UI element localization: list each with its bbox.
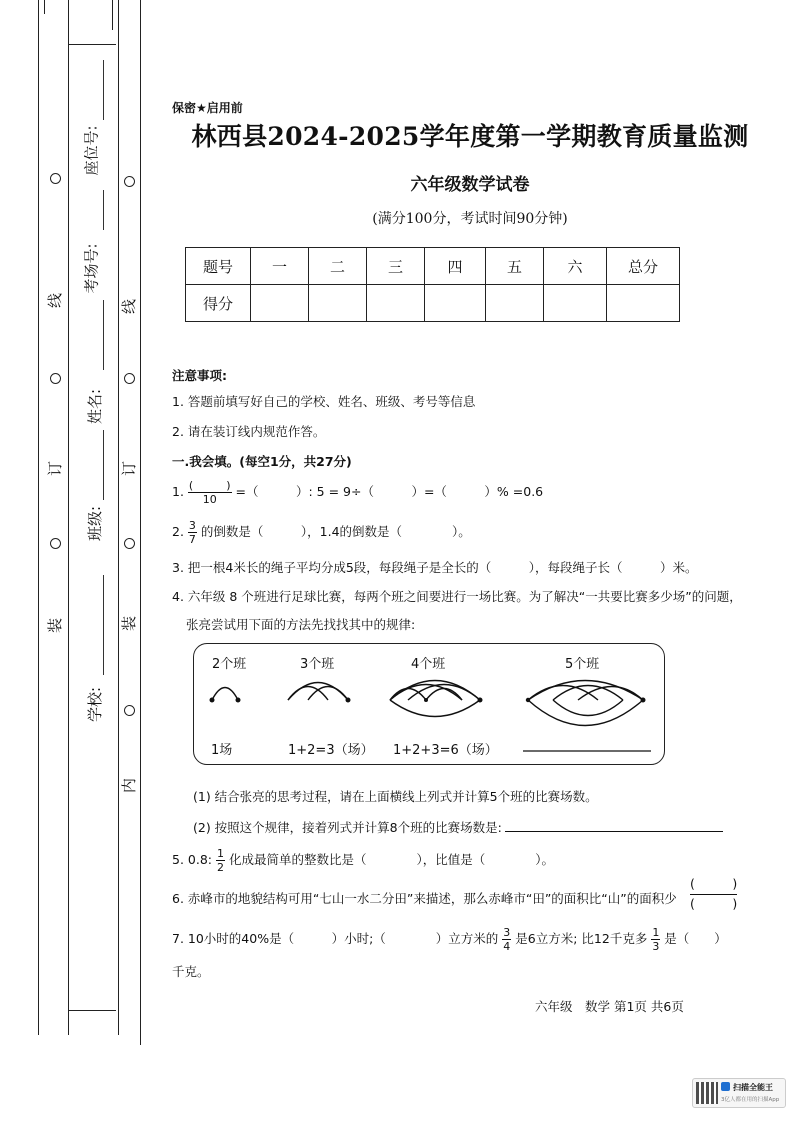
binding-hole [124,373,135,384]
binding-hole [50,538,61,549]
question-4: 4. 六年级 8 个班进行足球比赛，每两个班之间要进行一场比赛。为了解决“一共要比赛多少场”的问题， [172,589,742,604]
diagram-label: 4个班 [411,657,446,672]
exam-note: (满分100分，考试时间90分钟) [372,211,568,227]
question-text: 是（ ） [664,931,727,946]
exam-room-field[interactable] [103,190,104,230]
section-heading: 一.我会填。(每空1分，共27分) [172,454,352,469]
class-dot [236,698,241,703]
fraction [188,480,232,505]
score-table [185,247,680,322]
margin-mark: 订 [46,460,65,477]
margin-cross-line-bottom [68,1010,116,1011]
note-item: 1. 答题前填写好自己的学校、姓名、班级、考号等信息 [172,394,476,409]
margin-mark: 装 [120,615,139,632]
exam-room-label: 考场号: [82,243,101,294]
table-cell: 六 [544,248,607,285]
fraction-numerator: 1 [216,847,224,860]
diagram-label: 5个班 [565,657,600,672]
margin-mark: 内 [120,777,139,794]
diagram-label: 2个班 [212,657,247,672]
match-arc [528,700,643,726]
binding-hole [50,173,61,184]
question-4-sub2: (2) 按照这个规律，接着列式并计算8个班的比赛场数是: [193,820,502,835]
margin-line-top [112,0,113,30]
question-1 [172,480,543,505]
class-dot [424,698,428,702]
table-cell: 总分 [607,248,680,285]
fraction [502,927,511,952]
table-cell: 得分 [186,285,251,322]
match-arc [212,688,238,701]
name-label: 姓名: [86,388,105,425]
score-input-cell[interactable] [309,285,367,322]
fraction-numerator: 3 [503,926,511,939]
question-text: 7. 10小时的40%是（ ）小时;（ ）立方米的 [172,931,499,946]
class-field[interactable] [103,430,104,500]
table-cell: 五 [486,248,544,285]
exam-title: 林西县2024-2025学年度第一学期教育质量监测 [191,122,749,151]
fraction [188,520,197,545]
question-3: 3. 把一根4米长的绳子平均分成5段，每段绳子是全长的（ ），每段绳子长（ ）米。 [172,560,698,575]
diagram-result: 1场 [211,743,233,758]
margin-line-outer-2 [68,0,69,1035]
diagram-label: 3个班 [300,657,335,672]
score-input-cell[interactable] [251,285,309,322]
match-arc [390,689,426,701]
binding-hole [50,373,61,384]
scanner-tagline: 3亿人都在用的扫描App [721,1097,780,1103]
diagram-result: 1+2+3=6（场） [393,743,498,758]
class-dot [346,698,351,703]
fraction-blank[interactable]: ( ) ( ) [690,876,738,911]
class-label: 班级: [86,505,105,542]
table-cell: 四 [425,248,486,285]
score-input-cell[interactable] [367,285,425,322]
score-table-score-row [186,285,680,322]
match-arc [390,681,480,701]
question-text: 的倒数是（ ），1.4的倒数是（ ）。 [200,524,471,539]
app-logo-icon [721,1082,730,1091]
question-2 [172,520,471,545]
seat-number-field[interactable] [103,60,104,120]
fraction-numerator: 1 [652,926,660,939]
fraction-blank[interactable]: ( ) [188,479,231,492]
notes-heading: 注意事项: [172,368,227,383]
match-arc [288,683,348,701]
confidential-tag: 保密★启用前 [172,101,243,115]
binding-hole [124,538,135,549]
margin-mark: 线 [46,292,65,309]
question-prefix: 5. 0.8: [172,852,212,867]
margin-line-outer-1 [38,0,39,1035]
class-dot [478,698,483,703]
note-item: 2. 请在装订线内规范作答。 [172,424,326,439]
margin-line-inner-2 [140,0,141,1045]
fraction-denominator: 10 [202,493,217,506]
question-5 [172,848,554,873]
match-arc [426,689,462,701]
question-6: 6. 赤峰市的地貌结构可用“七山一水二分田”来描述，那么赤峰市“田”的面积比“山”的面积少 [172,891,677,906]
exam-subtitle: 六年级数学试卷 [410,175,530,195]
match-arc [390,700,480,717]
class-dot [641,698,646,703]
margin-line-inner-1 [118,0,119,1035]
margin-cross-line [68,44,116,45]
class-dot [210,698,215,703]
name-field[interactable] [103,300,104,370]
question-text: =（ ）: 5 = 9÷（ ）=（ ）% =0.6 [235,484,544,499]
fraction-denominator: 7 [188,533,196,546]
table-cell: 三 [367,248,425,285]
question-7-tail: 千克。 [172,964,210,979]
match-arc [553,700,623,716]
answer-line-8-classes[interactable] [505,831,723,832]
scanner-app-name: 扫描全能王 [733,1083,773,1092]
fraction [651,927,660,952]
question-text: 化成最简单的整数比是（ ），比值是（ ）。 [228,852,554,867]
school-label: 学校: [86,686,105,723]
table-cell: 二 [309,248,367,285]
page-footer: 六年级 数学 第1页 共6页 [535,999,684,1014]
fraction-denominator: 3 [652,940,660,953]
margin-tick [44,0,45,14]
fraction-denominator: 2 [216,861,224,874]
table-cell: 题号 [186,248,251,285]
score-input-cell[interactable] [486,285,544,322]
binding-hole [124,705,135,716]
seat-number-label: 座位号: [82,125,101,176]
score-table-header-row [186,248,680,285]
binding-hole [124,176,135,187]
margin-mark: 订 [120,460,139,477]
question-7 [172,927,727,952]
fraction [216,848,225,873]
scanner-watermark [692,1078,786,1108]
question-number: 2. [172,524,184,539]
table-cell: 一 [251,248,309,285]
score-input-cell[interactable] [425,285,486,322]
qr-code-icon [696,1082,718,1104]
fraction-numerator: 3 [188,519,196,532]
question-text: 是6立方米; 比12千克多 [515,931,648,946]
margin-mark: 线 [120,298,139,315]
question-4-sub1: (1) 结合张亮的思考过程，请在上面横线上列式并计算5个班的比赛场数。 [193,789,598,804]
match-arc [528,681,643,701]
margin-mark: 装 [46,617,65,634]
question-number: 1. [172,484,184,499]
score-input-cell[interactable] [544,285,607,322]
school-field[interactable] [103,575,104,675]
diagram-result: 1+2=3（场） [288,743,374,758]
class-dot [526,698,530,702]
fraction-denominator: 4 [503,940,511,953]
question-4-line2: 张亮尝试用下面的方法先找找其中的规律: [186,617,416,632]
score-input-cell[interactable] [607,285,680,322]
